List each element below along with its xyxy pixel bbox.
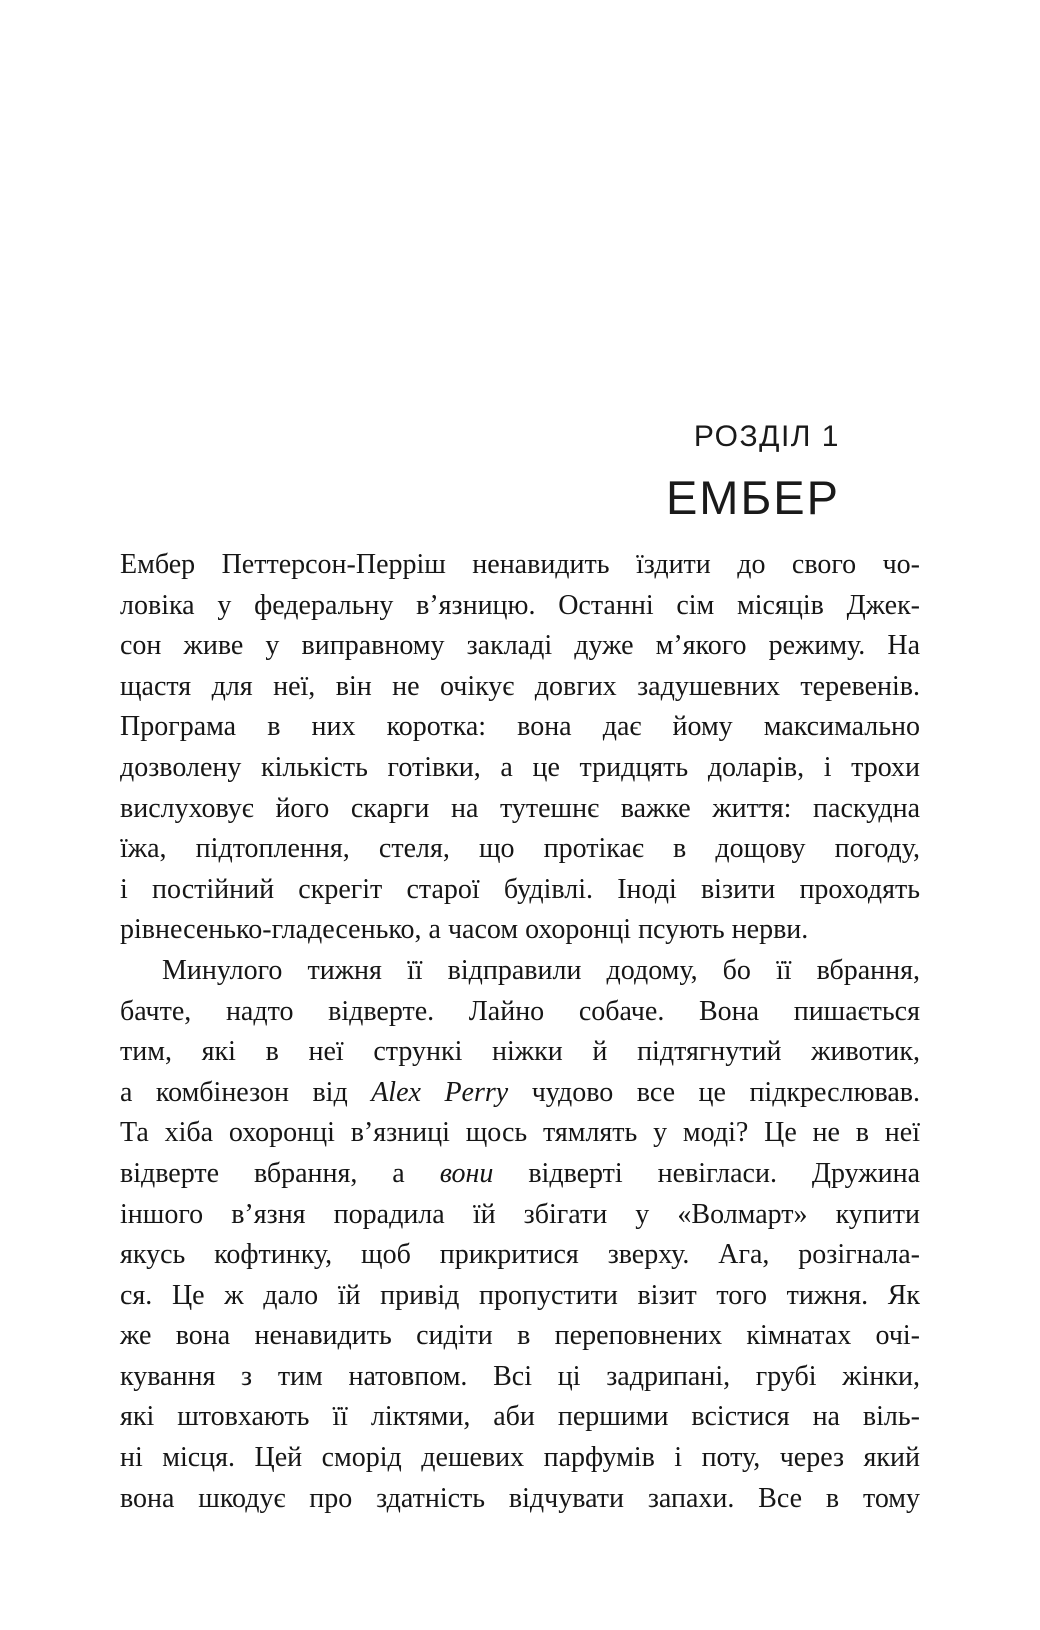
text-line xyxy=(120,667,920,708)
text-segment: чудово все це підкреслював. xyxy=(508,1076,921,1108)
body-text xyxy=(120,545,920,1519)
text-segment: Програма в них коротка: вона дає йому максимально xyxy=(120,711,920,743)
text-segment: відверті невігласи. Дружина xyxy=(493,1157,920,1189)
text-line xyxy=(120,1479,920,1520)
text-line xyxy=(120,870,920,911)
text-segment: рівнесенько-гладесенько, а часом охоронці псують нерви. xyxy=(120,914,809,946)
chapter-title: ЕМБЕР xyxy=(665,471,840,524)
text-segment: вислуховує його скарги на тутешнє важке життя: паскудна xyxy=(120,792,920,824)
text-line xyxy=(120,789,920,830)
text-line xyxy=(120,1276,920,1317)
text-segment: же вона ненавидить сидіти в переповнених кімнатах очі- xyxy=(120,1320,920,1352)
italic-text-segment: вони xyxy=(439,1157,494,1189)
text-line xyxy=(120,1195,920,1236)
text-segment: бачте, надто відверте. Лайно собаче. Вона пишається xyxy=(120,995,920,1027)
text-line xyxy=(120,1073,920,1114)
text-line xyxy=(120,707,920,748)
text-segment: а комбінезон від xyxy=(120,1076,372,1108)
text-segment: Ембер Петтерсон-Перріш ненавидить їздити до свого чо- xyxy=(120,549,920,580)
text-segment: сон живе у виправному закладі дуже м’якого режиму. На xyxy=(120,630,920,662)
text-segment: якусь кофтинку, щоб прикритися зверху. Ага, розігнала- xyxy=(120,1239,920,1271)
paragraph xyxy=(120,951,920,1519)
text-line xyxy=(120,1032,920,1073)
text-segment: ся. Це ж дало їй привід пропустити візит того тижня. Як xyxy=(120,1279,920,1311)
text-segment: іншого в’язня порадила їй збігати у «Волмарт» купити xyxy=(120,1198,920,1230)
text-segment: вона шкодує про здатність відчувати запахи. Все в тому xyxy=(120,1482,920,1514)
text-line xyxy=(120,748,920,789)
text-segment: ні місця. Цей сморід дешевих парфумів і поту, через який xyxy=(120,1442,920,1474)
text-segment: Минулого тижня її відправили додому, бо її вбрання, xyxy=(162,954,920,986)
text-line xyxy=(120,1397,920,1438)
text-segment: Та хіба охоронці в’язниці щось тямлять у моді? Це не в неї xyxy=(120,1117,920,1149)
text-segment: їжа, підтоплення, стеля, що протікає в дощову погоду, xyxy=(120,833,920,865)
text-segment: щастя для неї, він не очікує довгих задушевних теревенів. xyxy=(120,670,920,702)
text-line xyxy=(120,1316,920,1357)
text-segment: ловіка у федеральну в’язницю. Останні сім місяців Джек- xyxy=(120,589,920,621)
text-segment: тим, які в неї стрункі ніжки й підтягнутий животик, xyxy=(120,1036,920,1068)
text-segment: і постійний скрегіт старої будівлі. Іноді візити проходять xyxy=(120,873,920,905)
text-line xyxy=(120,992,920,1033)
text-segment: дозволену кількість готівки, а це тридцять доларів, і трохи xyxy=(120,751,920,783)
text-segment: які штовхають її ліктями, аби першими всістися на віль- xyxy=(120,1401,920,1433)
text-line xyxy=(120,951,920,992)
text-segment: відверте вбрання, а xyxy=(120,1157,440,1189)
chapter-label: РОЗДІЛ 1 xyxy=(693,420,840,453)
text-line xyxy=(120,1357,920,1398)
text-line xyxy=(120,1235,920,1276)
text-line xyxy=(120,586,920,627)
chapter-heading xyxy=(120,420,840,525)
text-line xyxy=(120,1438,920,1479)
paragraph xyxy=(120,545,920,951)
text-line xyxy=(120,829,920,870)
text-line xyxy=(120,1113,920,1154)
text-line xyxy=(120,910,920,951)
text-line xyxy=(120,545,920,586)
italic-text-segment: Alex Perry xyxy=(371,1076,509,1108)
text-line xyxy=(120,1154,920,1195)
text-line xyxy=(120,626,920,667)
text-segment: кування з тим натовпом. Всі ці задрипані, грубі жінки, xyxy=(120,1360,920,1392)
